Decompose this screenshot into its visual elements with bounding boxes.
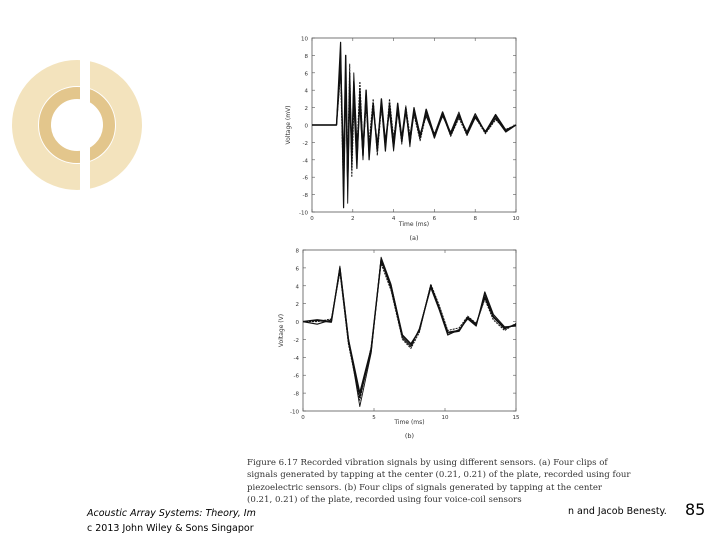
series-line-3 xyxy=(303,263,516,400)
y-axis-label: Voltage (V) xyxy=(278,313,285,348)
x-tick-label: 0 xyxy=(301,415,305,421)
chart-b xyxy=(278,249,520,441)
y-tick-label: 4 xyxy=(304,88,308,95)
subfigure-label: (a) xyxy=(409,234,419,242)
y-tick-label: 2 xyxy=(304,106,308,113)
y-tick-label: 6 xyxy=(304,71,308,78)
x-tick-label: 6 xyxy=(432,216,437,222)
x-tick-label: 8 xyxy=(473,216,477,222)
x-axis-label: Time (ms) xyxy=(398,221,430,228)
y-tick-label: -6 xyxy=(293,373,299,380)
footer-authors: n and Jacob Benesty. xyxy=(568,506,667,517)
y-tick-label: -4 xyxy=(302,158,308,165)
x-tick-label: 4 xyxy=(391,216,396,222)
x-tick-label: 2 xyxy=(351,216,355,222)
caption-line: (0.21, 0.21) of the plate, recorded using four voice-coil sensors xyxy=(247,495,522,506)
y-tick-label: -8 xyxy=(302,193,308,200)
y-tick-label: 0 xyxy=(304,123,308,130)
y-tick-label: 8 xyxy=(304,53,308,60)
y-tick-label: 8 xyxy=(295,248,299,255)
y-tick-label: 4 xyxy=(295,284,299,291)
footer-copyright: c 2013 John Wiley & Sons Singapor xyxy=(87,523,254,534)
chart-a xyxy=(285,37,520,243)
plot-frame xyxy=(303,250,516,411)
series-line-2 xyxy=(303,259,516,398)
x-tick-label: 10 xyxy=(512,216,520,222)
y-tick-label: -8 xyxy=(293,391,299,398)
caption-line: Figure 6.17 Recorded vibration signals by using different sensors. (a) Four clips of xyxy=(247,458,608,468)
y-tick-label: -4 xyxy=(293,355,299,362)
y-tick-label: -6 xyxy=(302,175,308,182)
x-tick-label: 15 xyxy=(512,415,520,421)
footer-book-title: Acoustic Array Systems: Theory, Im xyxy=(87,508,256,519)
caption-line: signals generated by tapping at the center (0.21, 0.21) of the plate, recorded using four xyxy=(247,470,631,481)
x-axis-label: Time (ms) xyxy=(394,419,425,426)
series-line-4 xyxy=(303,257,516,406)
y-tick-label: 10 xyxy=(301,36,308,43)
caption-line: piezoelectric sensors. (b) Four clips of signals generated by tapping at the center xyxy=(247,482,603,493)
y-axis-label: Voltage (mV) xyxy=(285,105,292,145)
subfigure-label: (b) xyxy=(404,432,415,440)
y-tick-label: -2 xyxy=(293,337,299,344)
y-tick-label: 2 xyxy=(295,302,299,309)
series-line-1 xyxy=(303,261,516,393)
y-tick-label: -10 xyxy=(290,409,299,416)
y-tick-label: 0 xyxy=(295,320,299,327)
x-tick-label: 10 xyxy=(441,415,449,421)
page-number: 85 xyxy=(685,500,706,519)
x-tick-label: 5 xyxy=(372,415,376,421)
footer xyxy=(87,506,256,536)
x-tick-label: 0 xyxy=(310,216,314,222)
y-tick-label: 6 xyxy=(295,266,299,273)
y-tick-label: -2 xyxy=(302,140,308,147)
y-tick-label: -10 xyxy=(299,210,308,217)
